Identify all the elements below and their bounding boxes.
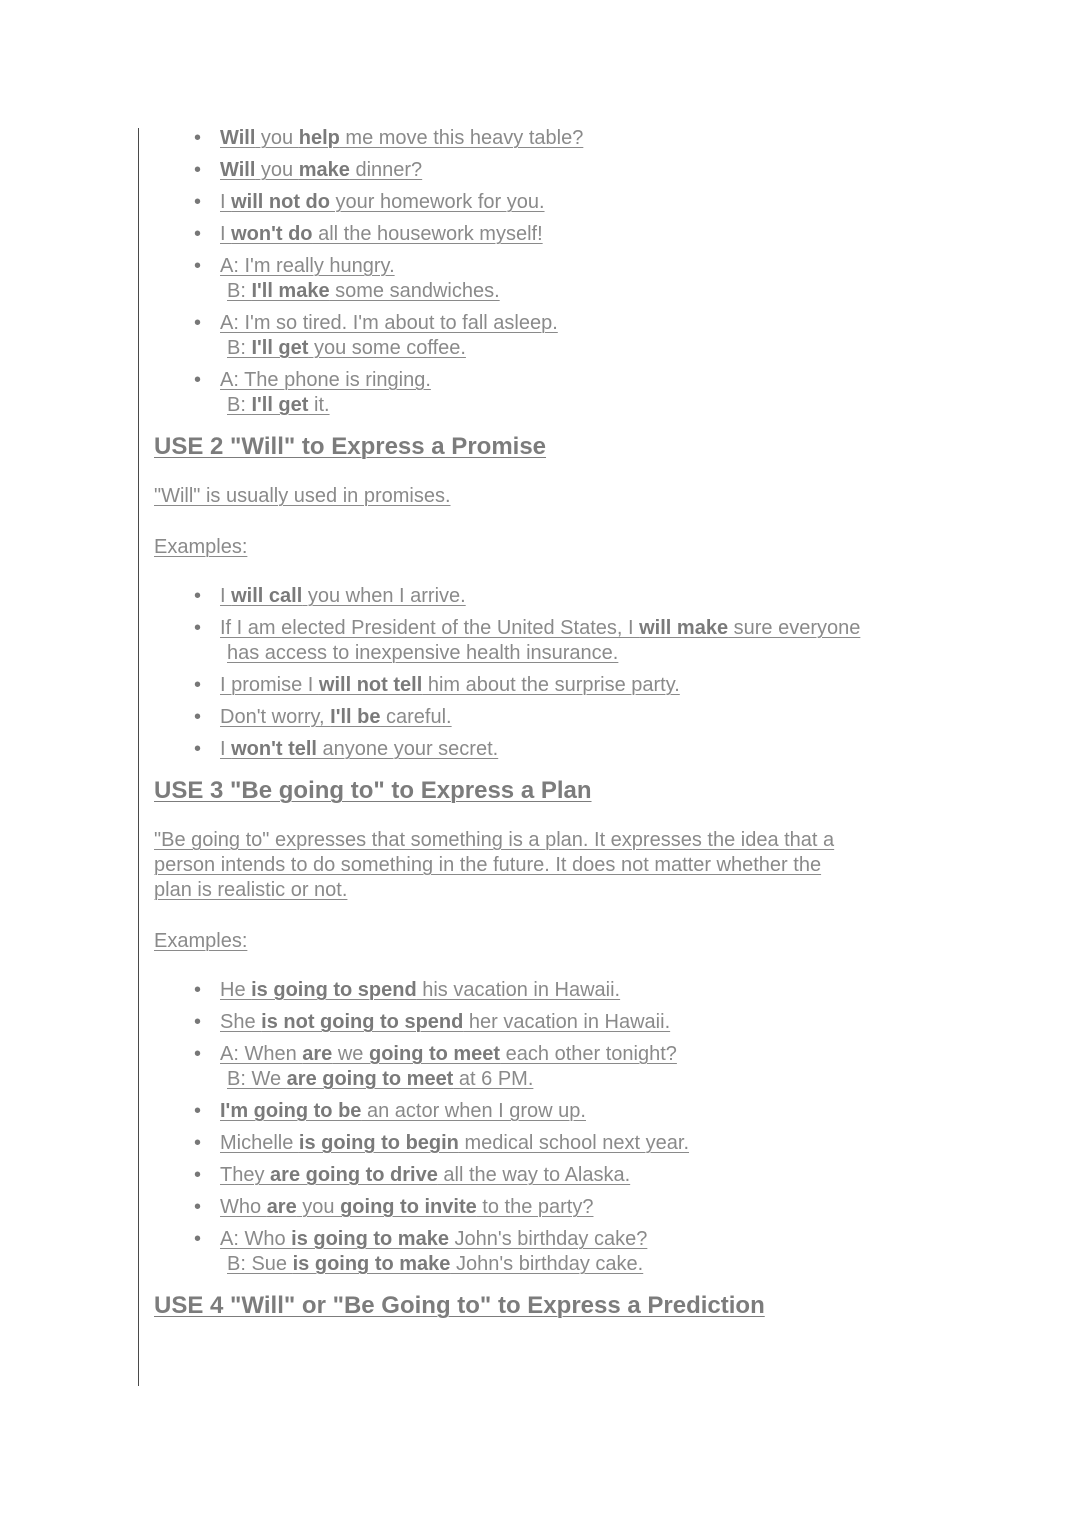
examples-list-use1 [154,126,1034,418]
example-text: I won't tell anyone your secret. [220,738,499,760]
use1-example-item [194,254,1034,304]
bullet-icon: • [194,312,202,334]
use4-heading: USE 4 "Will" or "Be Going to" to Express a Prediction [154,1292,765,1319]
use2-examples-label: Examples: [154,536,248,558]
example-text: He is going to spend his vacation in Hawaii. [220,979,621,1001]
example-text-continued: has access to inexpensive health insurance. [227,642,619,664]
example-text: They are going to drive all the way to Alaska. [220,1164,631,1186]
bullet-icon: • [194,223,202,245]
example-text: I promise I will not tell him about the surprise party. [220,674,680,696]
use3-example-item [194,1163,1034,1188]
example-text-continued: B: I'll get it. [227,394,330,416]
use3-description-line: "Be going to" expresses that something is a plan. It expresses the idea that a [154,829,835,851]
use2-example-item [194,584,1034,609]
use3-example-item [194,1042,1034,1092]
bullet-icon: • [194,979,202,1001]
use1-example-item [194,222,1034,247]
use3-description-line: plan is realistic or not. [154,879,348,901]
example-text: Don't worry, I'll be careful. [220,706,452,728]
example-text: I will not do your homework for you. [220,191,545,213]
example-text: I'm going to be an actor when I grow up. [220,1100,586,1122]
use2-example-item [194,673,1034,698]
use3-example-item [194,978,1034,1003]
bullet-icon: • [194,617,202,639]
bullet-icon: • [194,159,202,181]
left-border-line [138,128,139,1386]
use3-heading: USE 3 "Be going to" to Express a Plan [154,777,592,804]
bullet-icon: • [194,191,202,213]
bullet-icon: • [194,1100,202,1122]
example-text: Will you make dinner? [220,159,423,181]
use1-example-item [194,190,1034,215]
bullet-icon: • [194,1196,202,1218]
use3-description-line: person intends to do something in the future. It does not matter whether the [154,854,822,876]
example-text: Who are you going to invite to the party? [220,1196,594,1218]
example-text: She is not going to spend her vacation in Hawaii. [220,1011,671,1033]
use3-description [154,828,1034,903]
example-text: A: The phone is ringing. [220,369,431,391]
use1-example-item [194,311,1034,361]
bullet-icon: • [194,369,202,391]
bullet-icon: • [194,706,202,728]
example-text: Michelle is going to begin medical school next year. [220,1132,690,1154]
bullet-icon: • [194,585,202,607]
use3-example-item [194,1010,1034,1035]
example-text-continued: B: Sue is going to make John's birthday cake. [227,1253,644,1275]
use1-example-item [194,368,1034,418]
use2-example-item [194,737,1034,762]
example-text: A: I'm really hungry. [220,255,395,277]
example-text: I won't do all the housework myself! [220,223,543,245]
use3-example-item [194,1195,1034,1220]
examples-list-use2 [154,584,1034,762]
use3-example-item [194,1131,1034,1156]
example-text: Will you help me move this heavy table? [220,127,584,149]
example-text: A: I'm so tired. I'm about to fall asleep. [220,312,558,334]
bullet-icon: • [194,674,202,696]
document-content [154,126,1034,1321]
bullet-icon: • [194,1011,202,1033]
bullet-icon: • [194,1132,202,1154]
example-text: If I am elected President of the United States, I will make sure everyone [220,617,861,639]
use1-example-item [194,126,1034,151]
examples-list-use3 [154,978,1034,1277]
use3-example-item [194,1227,1034,1277]
bullet-icon: • [194,1228,202,1250]
example-text-continued: B: I'll make some sandwiches. [227,280,500,302]
bullet-icon: • [194,738,202,760]
example-text-continued: B: I'll get you some coffee. [227,337,466,359]
use3-example-item [194,1099,1034,1124]
bullet-icon: • [194,1164,202,1186]
use3-examples-label: Examples: [154,930,248,952]
bullet-icon: • [194,127,202,149]
example-text-continued: B: We are going to meet at 6 PM. [227,1068,534,1090]
example-text: A: When are we going to meet each other tonight? [220,1043,677,1065]
use2-example-item [194,705,1034,730]
example-text: A: Who is going to make John's birthday cake? [220,1228,648,1250]
bullet-icon: • [194,255,202,277]
example-text: I will call you when I arrive. [220,585,466,607]
use2-heading: USE 2 "Will" to Express a Promise [154,433,547,460]
bullet-icon: • [194,1043,202,1065]
use2-description: "Will" is usually used in promises. [154,485,451,507]
use1-example-item [194,158,1034,183]
use2-example-item [194,616,1034,666]
